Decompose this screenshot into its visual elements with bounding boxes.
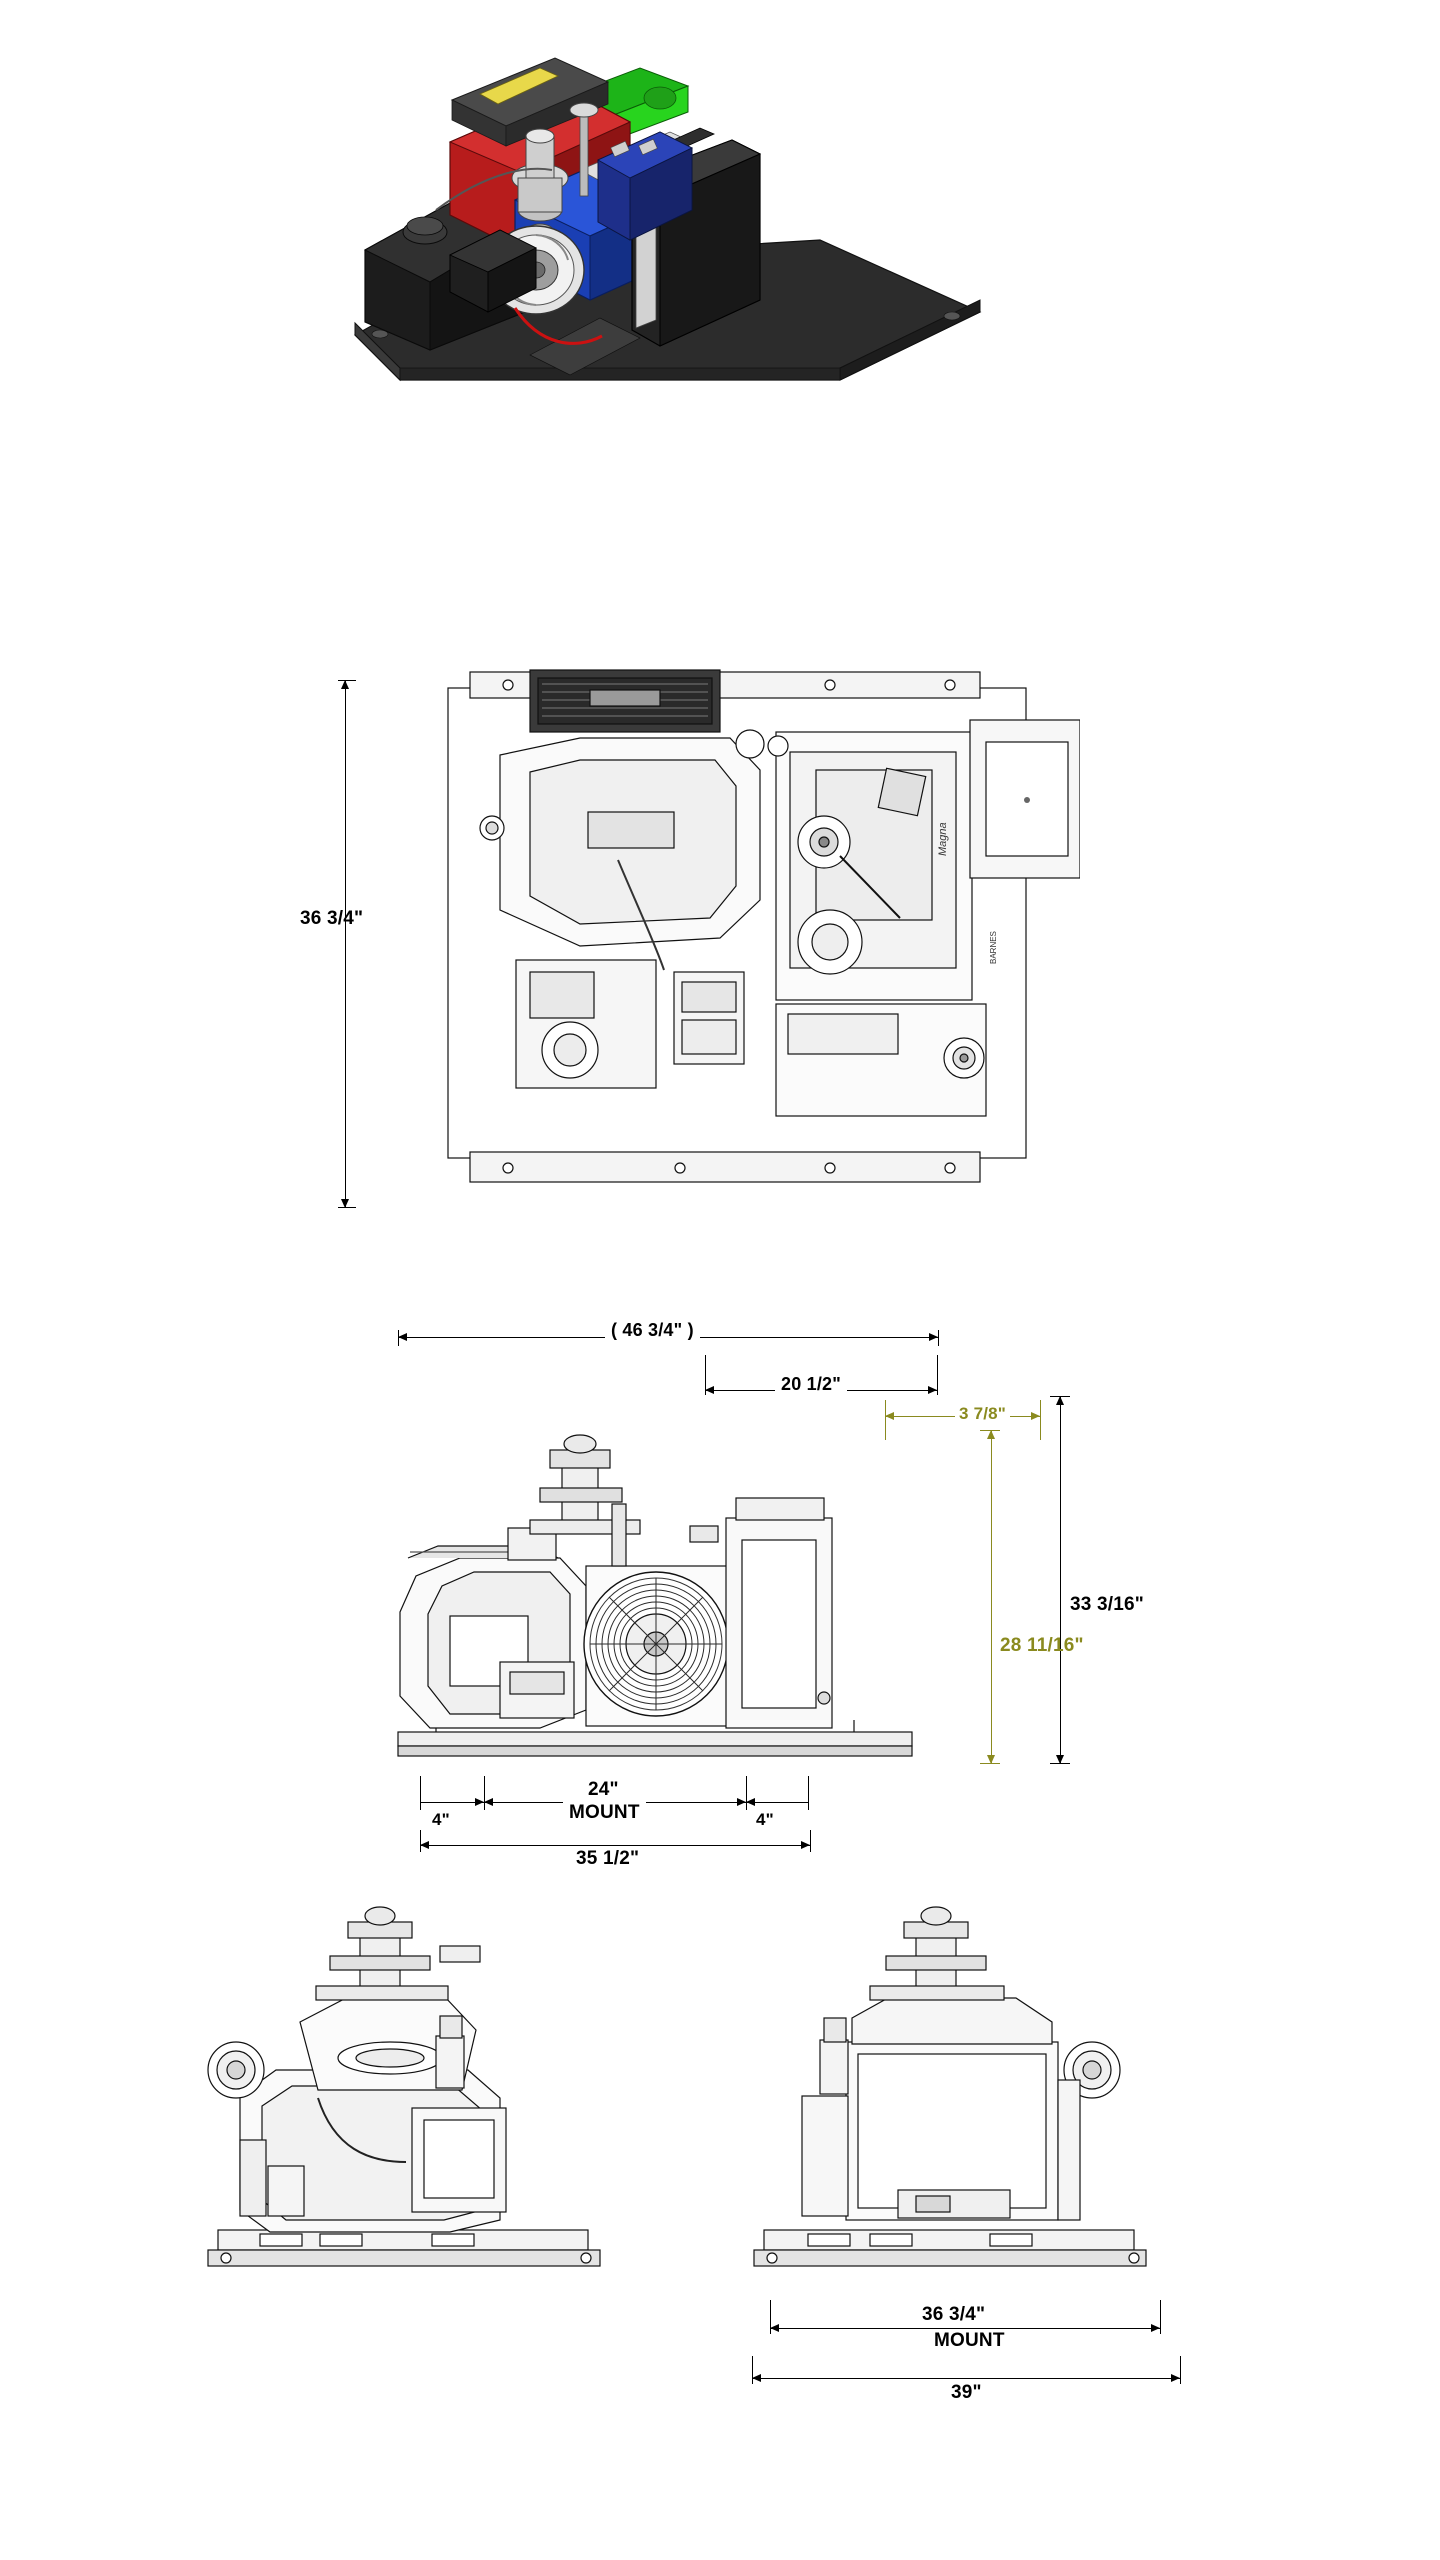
dim-side-mount-right: 4" bbox=[756, 1810, 774, 1829]
dim-side-rear-projection: 3 7/8" bbox=[955, 1404, 1010, 1424]
brand-text-barnes: BARNES bbox=[989, 931, 998, 964]
dim-rear-mount-word: MOUNT bbox=[928, 2330, 1011, 2352]
dim-side-overall-height: 33 3/16" bbox=[1070, 1594, 1145, 1615]
dim-side-mount-word: MOUNT bbox=[563, 1802, 646, 1824]
brand-text-magna: Magna bbox=[937, 822, 949, 856]
dim-side-overall-length: ( 46 3/4" ) bbox=[605, 1320, 700, 1341]
dim-top-view-depth: 36 3/4" bbox=[300, 908, 364, 929]
dim-side-mount-left: 4" bbox=[432, 1810, 450, 1829]
dim-side-intake-offset: 20 1/2" bbox=[775, 1374, 847, 1395]
top-plan-view bbox=[430, 660, 1080, 1210]
side-elevation-view bbox=[390, 1380, 1020, 1780]
dim-side-base-length: 35 1/2" bbox=[570, 1848, 645, 1870]
dim-side-mount-span: 24" bbox=[582, 1779, 625, 1801]
dim-side-tank-height: 28 11/16" bbox=[1000, 1635, 1084, 1656]
rear-elevation-view bbox=[740, 1890, 1170, 2300]
dim-rear-overall-width: 39" bbox=[945, 2382, 988, 2404]
front-elevation-view bbox=[200, 1890, 620, 2300]
isometric-3d-view bbox=[340, 50, 1040, 390]
dim-rear-mount-width: 36 3/4" bbox=[916, 2304, 991, 2326]
